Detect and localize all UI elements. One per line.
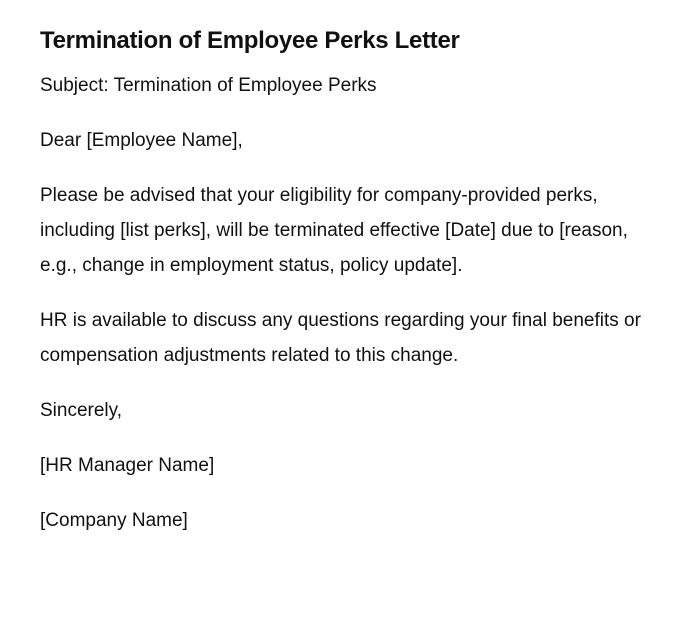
signer-name: [HR Manager Name]	[40, 455, 215, 476]
subject-line: Subject: Termination of Employee Perks	[40, 75, 377, 96]
company-name: [Company Name]	[40, 510, 188, 531]
letter-title: Termination of Employee Perks Letter	[40, 27, 460, 54]
body-paragraph-1: Please be advised that your eligibility for company-provided perks, including [list perks], will be terminated effective [Date] due to [reason, e.g., change in employment status, policy update].	[40, 185, 628, 276]
body-paragraph-2: HR is available to discuss any questions regarding your final benefits or compensation adjustments related to this change.	[40, 310, 641, 366]
letter-document	[40, 24, 660, 558]
closing: Sincerely,	[40, 400, 123, 421]
greeting: Dear [Employee Name],	[40, 130, 243, 151]
